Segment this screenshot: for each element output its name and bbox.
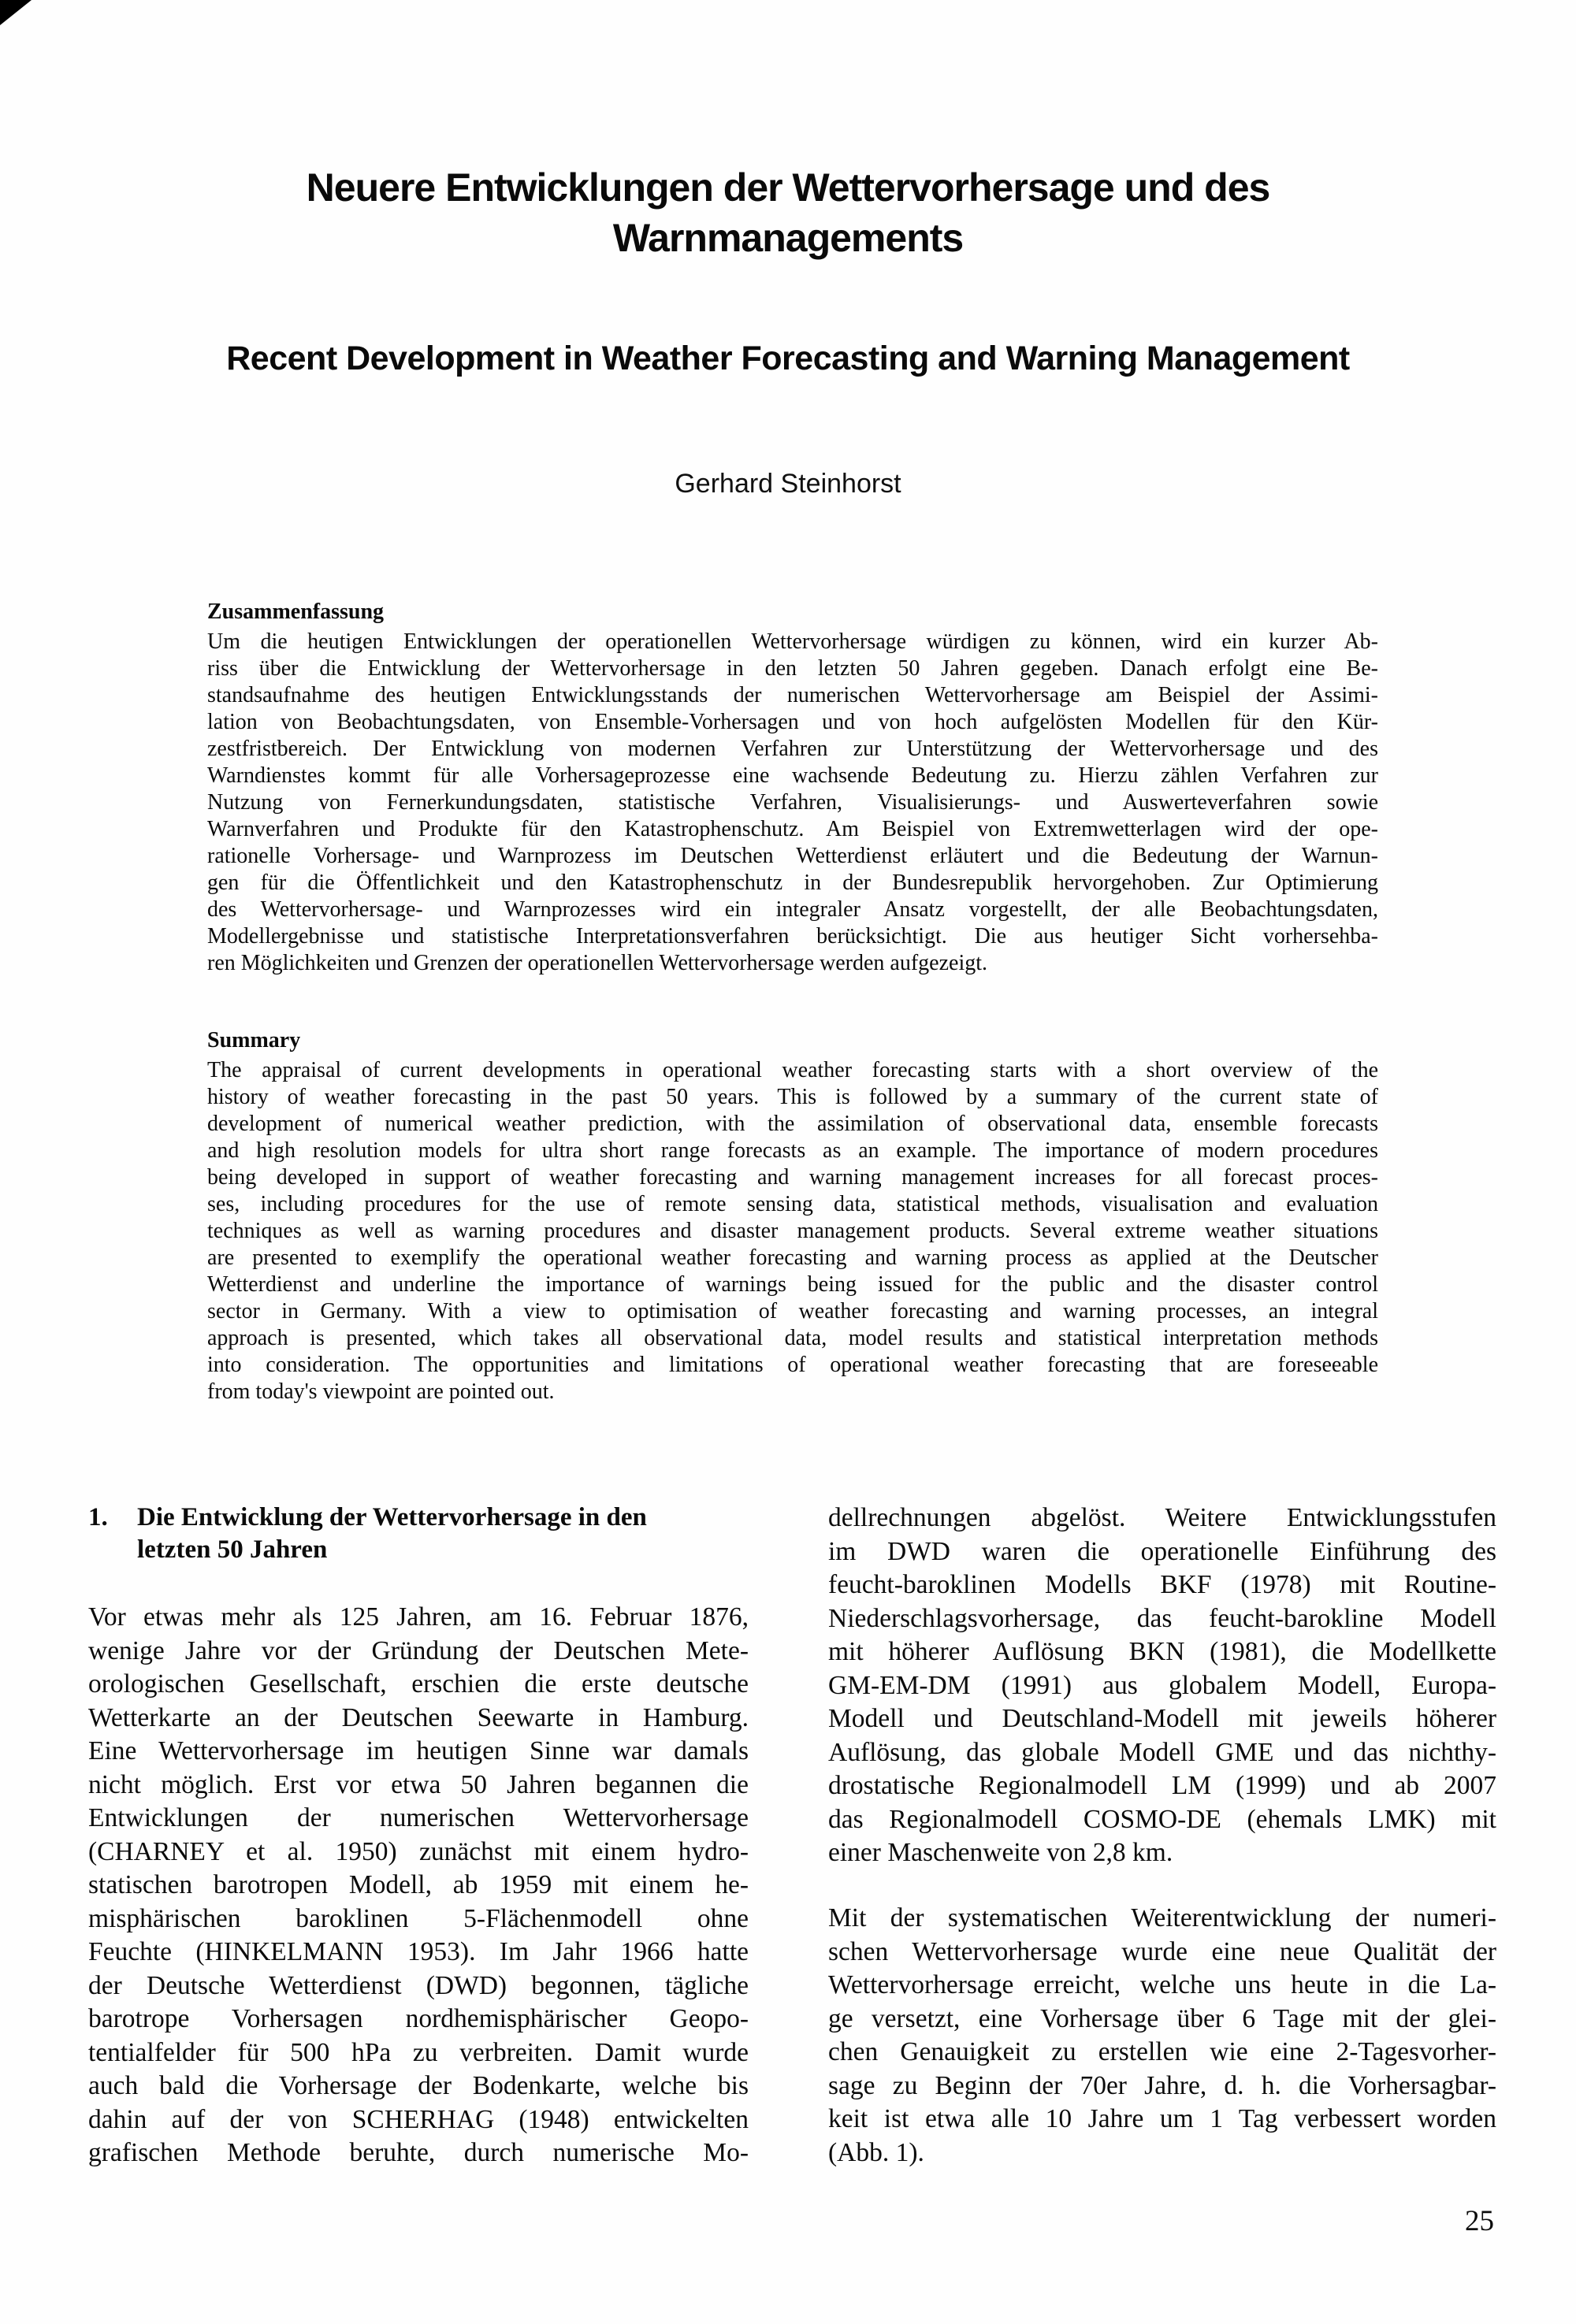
text-line: techniques as well as warning procedures and disaster management products. Several extreme weather situations xyxy=(207,1219,1378,1243)
text-line: Eine Wettervorhersage im heutigen Sinne war damals xyxy=(88,1736,749,1765)
text-line: mit höherer Auflösung BKN (1981), die Modellkette xyxy=(828,1637,1496,1666)
text-line: das Regionalmodell COSMO-DE (ehemals LMK) mit xyxy=(828,1804,1496,1834)
text-line: GM-EM-DM (1991) aus globalem Modell, Europa- xyxy=(828,1670,1496,1700)
author-name: Gerhard Steinhorst xyxy=(675,469,901,499)
text-line: statischen barotropen Modell, ab 1959 mit einem he- xyxy=(88,1870,749,1899)
text-line: Feuchte (HINKELMANN 1953). Im Jahr 1966 hatte xyxy=(88,1937,749,1966)
text-line: sector in Germany. With a view to optimisation of weather forecasting and warning processes, an integral xyxy=(207,1299,1378,1323)
text-line: sage zu Beginn der 70er Jahre, d. h. die Vorhersagbar- xyxy=(828,2070,1496,2100)
text-line: Modellergebnisse und statistische Interpretationsverfahren berücksichtigt. Die aus heutiger Sicht vorhersehba- xyxy=(207,924,1378,949)
text-line: letzten 50 Jahren xyxy=(137,1535,328,1564)
abstract-heading: Zusammenfassung xyxy=(207,600,385,624)
text-line: (CHARNEY et al. 1950) zunächst mit einem hydro- xyxy=(88,1836,749,1866)
text-line: drostatische Regionalmodell LM (1999) und ab 2007 xyxy=(828,1771,1496,1800)
summary-heading: Summary xyxy=(207,1028,301,1052)
text-line: are presented to exemplify the operational weather forecasting and warning process as applied at the Deutscher xyxy=(207,1246,1378,1270)
text-line: history of weather forecasting in the past 50 years. This is followed by a summary of the current state of xyxy=(207,1085,1378,1109)
text-line: schen Wettervorhersage wurde eine neue Qualität der xyxy=(828,1936,1496,1966)
text-line: Entwicklungen der numerischen Wettervorhersage xyxy=(88,1803,749,1832)
text-line: being developed in support of weather forecasting and warning management increases for all forecast proces- xyxy=(207,1165,1378,1190)
abstract-text xyxy=(207,629,1378,977)
text-line: misphärischen baroklinen 5-Flächenmodell ohne xyxy=(88,1903,749,1933)
text-line: keit ist etwa alle 10 Jahre um 1 Tag verbessert worden xyxy=(828,2104,1496,2133)
text-line: wenige Jahre vor der Gründung der Deutschen Mete- xyxy=(88,1635,749,1665)
summary-text xyxy=(207,1057,1378,1405)
section-1-heading xyxy=(88,1502,749,1566)
text-line: der Deutsche Wetterdienst (DWD) begonnen, tägliche xyxy=(88,1970,749,2000)
text-line: into consideration. The opportunities and limitations of operational weather forecasting that are foreseeable xyxy=(207,1353,1378,1377)
scan-corner-artifact xyxy=(0,0,32,25)
text-line: (Abb. 1). xyxy=(828,2137,924,2167)
text-line: ge versetzt, eine Vorhersage über 6 Tage mit der glei- xyxy=(828,2003,1496,2033)
text-line: Warndienstes kommt für alle Vorhersageprozesse eine wachsende Bedeutung zu. Hierzu zählen Verfahren zur xyxy=(207,763,1378,788)
text-line: grafischen Methode beruhte, durch numerische Mo- xyxy=(88,2138,749,2167)
text-line: gen für die Öffentlichkeit und den Katastrophenschutz in der Bundesrepublik hervorgehoben. Zur Optimierung xyxy=(207,871,1378,895)
text-line: development of numerical weather prediction, with the assimilation of observational data, ensemble forecasts xyxy=(207,1112,1378,1136)
text-line: chen Genauigkeit zu erstellen wie eine 2-Tagesvorher- xyxy=(828,2037,1496,2066)
text-line: ses, including procedures for the use of remote sensing data, statistical methods, visualisation and evaluation xyxy=(207,1192,1378,1216)
text-line: feucht-baroklinen Modells BKF (1978) mit Routine- xyxy=(828,1570,1496,1599)
abstract-german-section xyxy=(207,599,1378,977)
text-line: des Wettervorhersage- und Warnprozesses wird ein integraler Ansatz vorgestellt, der alle Beobachtungsdaten, xyxy=(207,897,1378,922)
text-line: from today's viewpoint are pointed out. xyxy=(207,1379,555,1404)
text-line: zestfristbereich. Der Entwicklung von modernen Verfahren zur Unterstützung der Wettervorhersage und des xyxy=(207,737,1378,761)
text-line: Niederschlagsvorhersage, das feucht-barokline Modell xyxy=(828,1603,1496,1633)
text-line: and high resolution models for ultra short range forecasts as an example. The importance of modern procedures xyxy=(207,1138,1378,1163)
text-line: rationelle Vorhersage- und Warnprozess im Deutschen Wetterdienst erläutert und die Bedeutung der Warnun- xyxy=(207,844,1378,868)
section-1-heading-text xyxy=(137,1502,749,1566)
text-line: Wetterdienst and underline the importance of warnings being issued for the public and the disaster control xyxy=(207,1272,1378,1297)
text-line: approach is presented, which takes all observational data, model results and statistical interpretation methods xyxy=(207,1326,1378,1350)
text-line: Vor etwas mehr als 125 Jahren, am 16. Februar 1876, xyxy=(88,1602,749,1632)
section-1-number: 1. xyxy=(88,1503,108,1531)
text-line: Die Entwicklung der Wettervorhersage in den xyxy=(137,1503,647,1531)
page-number: 25 xyxy=(1465,2205,1494,2237)
article-title-english: Recent Development in Weather Forecasting and Warning Management xyxy=(226,340,1350,377)
text-line: The appraisal of current developments in operational weather forecasting starts with a short overview of the xyxy=(207,1058,1378,1082)
text-line: Mit der systematischen Weiterentwicklung der numeri- xyxy=(828,1903,1496,1932)
text-line: Wetterkarte an der Deutschen Seewarte in Hamburg. xyxy=(88,1702,749,1732)
text-line: dahin auf der von SCHERHAG (1948) entwickelten xyxy=(88,2104,749,2134)
text-line: einer Maschenweite von 2,8 km. xyxy=(828,1838,1173,1867)
text-line: Wettervorhersage erreicht, welche uns heute in die La- xyxy=(828,1970,1496,1999)
right-column-paragraph-2 xyxy=(828,1902,1496,2170)
text-line: Modell und Deutschland-Modell mit jeweils höherer xyxy=(828,1704,1496,1733)
text-line: dellrechnungen abgelöst. Weitere Entwicklungsstufen xyxy=(828,1503,1496,1532)
article-title-german xyxy=(0,162,1576,263)
text-line: Um die heutigen Entwicklungen der operationellen Wettervorhersage würdigen zu können, wird ein kurzer Ab- xyxy=(207,629,1378,654)
text-line: nicht möglich. Erst vor etwa 50 Jahren begannen die xyxy=(88,1769,749,1799)
text-line: Warnverfahren und Produkte für den Katastrophenschutz. Am Beispiel von Extremwetterlagen wird der ope- xyxy=(207,817,1378,841)
right-column-paragraph-1 xyxy=(828,1502,1496,1870)
text-line: lation von Beobachtungsdaten, von Ensemble-Vorhersagen und von hoch aufgelösten Modellen für den Kür- xyxy=(207,710,1378,734)
text-line: Warnmanagements xyxy=(612,216,964,260)
text-line: standsaufnahme des heutigen Entwicklungsstands der numerischen Wettervorhersage am Beispiel der Assimi- xyxy=(207,683,1378,707)
text-line: Auflösung, das globale Modell GME und das nichthy- xyxy=(828,1737,1496,1767)
text-line: orologischen Gesellschaft, erschien die erste deutsche xyxy=(88,1669,749,1698)
text-line: riss über die Entwicklung der Wettervorhersage in den letzten 50 Jahren gegeben. Danach erfolgt eine Be- xyxy=(207,656,1378,681)
text-line: Neuere Entwicklungen der Wettervorhersage und des xyxy=(306,165,1270,210)
text-line: auch bald die Vorhersage der Bodenkarte, welche bis xyxy=(88,2071,749,2100)
left-column-paragraph xyxy=(88,1601,749,2170)
text-line: Nutzung von Fernerkundungsdaten, statistische Verfahren, Visualisierungs- und Auswerteverfahren sowie xyxy=(207,790,1378,815)
text-line: barotrope Vorhersagen nordhemisphärischer Geopo- xyxy=(88,2004,749,2033)
summary-english-section xyxy=(207,1027,1378,1405)
text-line: im DWD waren die operationelle Einführung des xyxy=(828,1536,1496,1566)
text-line: tentialfelder für 500 hPa zu verbreiten. Damit wurde xyxy=(88,2037,749,2067)
text-line: ren Möglichkeiten und Grenzen der operationellen Wettervorhersage werden aufgezeigt. xyxy=(207,951,988,975)
